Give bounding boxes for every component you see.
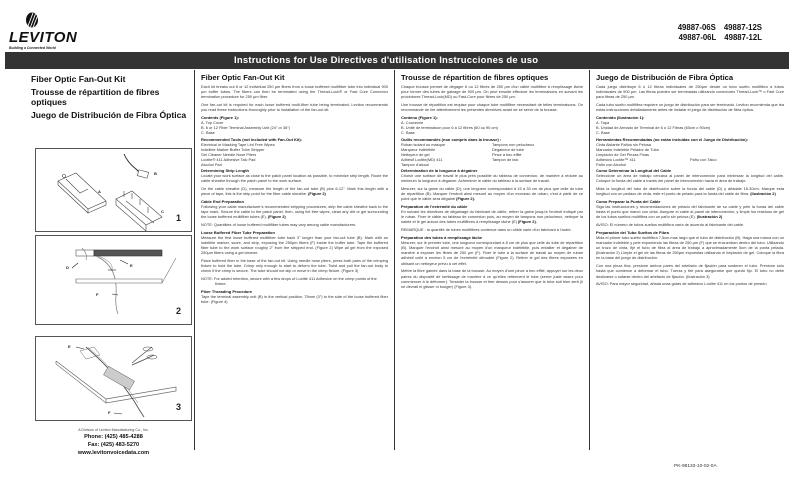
tool-name: Nettoyeur de gel bbox=[401, 152, 430, 158]
note: NOTE: Quantities of loose buffered multifiber tubes may vary among cable manufacturers. bbox=[201, 221, 357, 227]
tool-name: Adhesivo Loctite™ 411 bbox=[596, 157, 636, 163]
section-title: Juego de Distribución de Fibra Óptica bbox=[596, 73, 734, 82]
tool-name: Pince à bec effilé bbox=[492, 152, 522, 158]
subheading: Contents (Figure 1): bbox=[201, 115, 239, 121]
figure-reference: (Ilustración 2) bbox=[696, 214, 723, 220]
list-item: B. Unité de terminaison pour 6 à 12 fibres (60 ou 90 cm) bbox=[401, 125, 498, 131]
paragraph-text: Mida la longitud del tubo de distribución sobre la funda del cable (D) y añádale 15-30cm. Marque esta longitud con un pedazo de cinta, este el punto de pelado para la funda del cable de fibra. bbox=[596, 185, 784, 197]
list-item: C. Base bbox=[596, 130, 610, 136]
tool-name: Marqueur indélébile bbox=[401, 147, 436, 153]
paragraph bbox=[596, 204, 784, 220]
paragraph bbox=[201, 204, 388, 220]
tool-name bbox=[690, 162, 784, 167]
model-number: 49887-12L bbox=[724, 33, 762, 42]
paragraph: Mettre la fibre gainée dans la base de la trousse. Au moyen d'une pince à bec effilé, appuyer sur les deux paires du dispositif de sertissage de manière à ce qu'elles retiennent le tube (serrer juste assez pour commencer à le déformer). Torsader la trousse et tirer dessus pour s'assurer que le tube soit bien serti (il ne devrait ni glisser ni bouger) (Figure 3). bbox=[401, 268, 583, 289]
tool-name: Limpiador de Gel Pinzas Finas bbox=[596, 152, 649, 158]
list-item: C. Base bbox=[401, 130, 415, 136]
note: AVISO: Para mayor seguridad, añada unas gotas de adhesivo Loctite 411 en los puntos de presión. bbox=[596, 281, 768, 287]
note: NOTE: For added retention, secure with a few drops of Loctite 411 Adhesive on the crimp points of the fixture. bbox=[201, 276, 377, 287]
tool-name: Tampon de talc bbox=[492, 157, 519, 163]
figure-reference: (Figure 2). bbox=[456, 196, 475, 202]
website-link[interactable]: www.levitonvoicedata.com bbox=[77, 450, 150, 456]
list-item: Loctite® 411 Adhesive Talc Pad bbox=[201, 157, 256, 163]
contact-footer bbox=[35, 427, 192, 457]
list-item: A. Top Cover bbox=[201, 120, 224, 126]
paragraph-text: En suivant les directives de dégainage du fabricant de câble, retirer la gaine jusqu'à l'endroit indiqué par le ruban. Fixer le câble au tableau de connexion puis, au moyen de tampons non pelucheux, nettoyer la saleté et le gel autour des tubes multifibres à remplissage lâche (E) bbox=[401, 209, 583, 225]
list-item bbox=[401, 162, 583, 167]
figure-label-a: A bbox=[98, 189, 101, 194]
figure-reference: (Figure 2). bbox=[518, 219, 537, 225]
figure-2 bbox=[35, 235, 192, 325]
subheading: Determining Strip Length bbox=[201, 168, 249, 174]
subheading: Como Determinar la Longitud del Cable bbox=[596, 168, 672, 174]
tool-name: Paño con Alcohol bbox=[596, 162, 627, 168]
paragraph: Tape the terminal assembly unit (B) in the vertical position, 75mm (3") to the side of the loose buffered fiber tube. (Figure 4) bbox=[201, 293, 388, 305]
crimping-illustration bbox=[36, 337, 193, 422]
note: AVISO: El número de tubos sueltos multifibra varía de acuerdo al fabricante del cable. bbox=[596, 221, 745, 227]
figure-number: 2 bbox=[175, 306, 181, 316]
paragraph: Choisir une surface de travail le plus près possible du tableau de connexion, de manière à réduire au minimum la longueur à dégainer. Acheminer le câble du tableau à la surface de travail. bbox=[401, 173, 583, 184]
leviton-globe-icon bbox=[25, 12, 39, 28]
tool-name: Adhésif Loctite(MD) 411 bbox=[401, 157, 443, 163]
paragraph-text: On the cable sheathe (D), measure the length of the fan-out tube (B) plus 6-12". Mark this length with a piece of tape, this is the strip point for the fiber cable sheathe. bbox=[201, 185, 388, 197]
model-number: 49887-06S bbox=[677, 23, 716, 32]
paragraph: Mesurer, sur le premier tube, une longueur correspondant à 8 cm de plus que celle du tube de répartition (B). Marquer l'endroit ainsi mesuré au moyen d'un marqueur indélébile, puis entailler et dégainer de manière à exposer les fibres de 250 µm (F). Fixer le tube à la surface de travail au moyen de ruban adhésif collé à environ 5 cm de l'extrémité dénudée (Figure 2). Retirer le gel des fibres exposées en utilisant un nettoyeur prévu à cet effet. bbox=[401, 239, 583, 266]
figure-number: 3 bbox=[175, 402, 181, 412]
list-item: Alcohol Pad bbox=[201, 162, 222, 168]
paragraph-text: Mesurer, sur la gaine du câble (D), une longueur correspondant à 15 à 30 cm de plus que celle du tube de répartition (B). Marquer l'endroit ainsi mesuré au moyen d'un morceau de ruban; c'est à partir de ce point que le câble sera dégainé bbox=[401, 185, 583, 202]
list-item: Gel Cleaner Needle Nose Pliers bbox=[201, 152, 257, 158]
subheading: Contenido (Ilustración 1): bbox=[596, 115, 645, 121]
tool-name: Dégaineur de tube bbox=[492, 147, 525, 153]
brand-tagline: Building a Connected World bbox=[9, 46, 56, 50]
list-item: C. Base bbox=[201, 130, 215, 136]
figure-number: 1 bbox=[175, 213, 181, 223]
figure-3 bbox=[35, 336, 192, 421]
model-number: 49887-06L bbox=[678, 33, 717, 42]
instructions-title-bar: Instructions for Use Directives d'utilisation Instrucciones de uso bbox=[5, 52, 789, 69]
subheading: Recommended Tools (not included with Fan-Out Kit): bbox=[201, 137, 303, 143]
spanish-column bbox=[590, 70, 790, 450]
paragraph: Seleccione un área de trabajo cercana al panel de interconexión para minimizar la longitud del cable. Coloque la funda del cable a través del panel de interconexión hacia el área de trabajo. bbox=[596, 173, 784, 184]
subheading: Herramientas Recomendadas (no están incluidas con el Juego de Distribución): bbox=[596, 137, 749, 143]
paragraph: Une trousse de répartition est requise pour chaque tube multifibre nécessitant de telles terminaisons. On recommande de lire attentivement les présentes directives avant de se servir de la trousse. bbox=[401, 102, 583, 113]
list-item: A. Couvercle bbox=[401, 120, 424, 126]
paragraph: Locate your work surface as close to the patch panel location as possible, to minimize strip length. Route the cable sheathe through the patch panel to the work surface. bbox=[201, 173, 388, 184]
subheading: Détermination de la longueur à dégainer bbox=[401, 168, 478, 174]
subheading: Contenu (Figure 1): bbox=[401, 115, 438, 121]
tool-name: Cinta Aislante Paños sin Pelusa bbox=[596, 142, 651, 148]
paragraph: Each kit breaks out 6 or 12 individual 250 µm fibers from a loose buffered multifiber tube into individual 900 µm buffer tubes. The fibers can then be terminated using the Thread-Lock® or Fast Cure Connector termination procedure for 250 µm fiber. bbox=[201, 84, 388, 100]
title-spanish: Juego de Distribución de Fibra Óptica bbox=[31, 110, 187, 120]
paragraph: Cada juego distribuye 6 ó 12 fibras individuales de 250µm desde un tubo suelto multifibra a tubos individuales de 900 µm. Las fibras pueden ser terminadas utilizando conectores Thread-Lock™ o Fast Cure para fibras de 250 µm. bbox=[596, 84, 784, 100]
figure-reference: (Figure 2) bbox=[308, 191, 326, 197]
paragraph: Place buffered fiber in the base of the fan-out kit. Using needle nose pliers, press both pairs of the crimping fixture to hold the tube. Crimp only enough to start to deform the tube. Twist and pull the fan-out body to check if the crimp is secure. The tube should not slip or move in the crimp fixture. (Figure 3) bbox=[201, 257, 388, 274]
paragraph bbox=[596, 186, 784, 196]
subheading: Fiber Threading Procedure bbox=[201, 288, 253, 294]
tool-name bbox=[492, 162, 583, 167]
figure-reference: (Ilustración 2) bbox=[750, 191, 776, 197]
section-title: Trousse de répartition de fibres optiques bbox=[401, 73, 549, 82]
figure-label-e: E bbox=[130, 263, 133, 268]
paragraph: One fan-out kit is required for each loose buffered multi-fiber tube being terminated. Leviton recommends you read these instructions thoroughly prior to installation of the fan-out kit. bbox=[201, 102, 388, 113]
figure-label-d: D bbox=[66, 265, 69, 270]
note: REMARQUE : la quantité de tubes multifibres contenue dans un câble varie d'un fabricant à l'autre. bbox=[401, 227, 572, 233]
subheading: Loose Buffered Fiber Tube Preparation bbox=[201, 229, 275, 235]
phone-number: Phone: (425) 485-4288 bbox=[84, 434, 143, 440]
subheading: Préparation des tubes à remplissage lâche bbox=[401, 234, 483, 240]
paragraph-text: Following your cable manufacturer's recommended stripping procedures, strip the cable sheathe back to the tape mark. Secure the cable to the patch panel, then, using lint free wipes, clean any dirt or gel surrounding the loose buffered multifiber tubes (E). bbox=[201, 203, 388, 220]
tool-name: Marcador Indeleble Pelador de Tubo bbox=[596, 147, 659, 153]
figure-label-b: B bbox=[154, 171, 157, 176]
paragraph: Mida el primer tubo suelto multifibra 7,5cm mas largo que el tubo de distribución (B). Haga una marca con un marcador indeleble y pele exponiendo las fibras de 250 µm (F) que se encuentran dentro del tubo. Utilizando un trozo de cinta, fije el tubo de fibra al área de trabajo a aproximadamente 5cm de la punta pelada. (Ilustración 2) Limpie el gel de las fibras de 250µm expuestas utilizando el limpiador de gel. Coloque la fibra en la base del juego de distribución. bbox=[596, 234, 784, 261]
model-number: 49887-12S bbox=[723, 23, 762, 32]
title-english: Fiber Optic Fan-Out Kit bbox=[31, 74, 126, 84]
paragraph-text: Siga las instrucciones y recomendaciones de pelado del fabricante de su cable y pele la funda del cable hasta el punto que marcó con cinta. Asegure el cable al panel de interconexión, y limpie los residuos de gel de los tubos sueltos multifibra con un paño sin pelusa (E). bbox=[596, 203, 784, 220]
figure-label-c: C bbox=[161, 209, 164, 214]
figure-1 bbox=[35, 148, 192, 232]
paragraph: Chaque trousse permet de dégager 6 ou 12 fibres de 250 µm d'un câble multifibre à remplissage lâche pour former des tubes de gainage de 900 µm. On peut ensuite effectuer les terminaisons en suivant les procédures Thread-Lock(MD) ou Fast-Cure pour fibres de 250 µm. bbox=[401, 84, 583, 100]
paragraph: Con una pinza fina, presione ambos pares del artefacto de fijación para sostener el tubo. Presione sólo hasta que comience a deformar el tubo. Tuerza y tire para asegurarse que quedó fijo. El tubo no debe deslizarse o sofarse dentro del artefacto de fijación. (Ilustración 3) bbox=[596, 263, 784, 279]
paragraph bbox=[401, 186, 583, 202]
figure-label-f: F bbox=[96, 292, 99, 297]
fan-out-kit-parts-illustration bbox=[36, 149, 193, 233]
list-item: B. 6 or 12 Fiber Terminal Assembly Unit (24" or 36") bbox=[201, 125, 290, 131]
tool-name: Paño con Talco bbox=[690, 157, 717, 163]
tool-name: Ruban isolant ou masque bbox=[401, 142, 446, 148]
brand-name: LEVITON bbox=[9, 29, 78, 46]
leviton-logo bbox=[6, 12, 86, 50]
model-numbers bbox=[670, 23, 762, 43]
section-title: Fiber Optic Fan-Out Kit bbox=[201, 73, 285, 82]
list-item bbox=[596, 162, 784, 167]
figure-label-e: E bbox=[68, 344, 71, 349]
paragraph bbox=[401, 209, 583, 225]
tool-name: Tampon d'alcool bbox=[401, 162, 429, 168]
list-item: A. Tapa bbox=[596, 120, 610, 126]
paragraph bbox=[201, 186, 388, 196]
subheading: Outils recommandés (non compris dans la trousse) : bbox=[401, 137, 502, 143]
figure-reference: (Figure 2) bbox=[267, 214, 286, 220]
french-column bbox=[395, 70, 590, 450]
paragraph: Measure the first loose buffered multifiber tube back 3" longer than your fan-out tube (B). Mark with an indelible marker, score, and strip, exposing the 250µm fibers (F) inside the buffer tube. Tape the buffered fiber tube to the work surface roughly 2" from the stripped end. (Figure 2) Wipe all gel from the exposed 250µm fibers using a gel cleaner. bbox=[201, 234, 388, 256]
tool-name: Tampons non pelucheux bbox=[492, 142, 535, 148]
subheading: Como Preparar la Punta del Cable bbox=[596, 198, 661, 204]
list-item: Indelible Marker Buffer Tube Stripper bbox=[201, 147, 265, 153]
title-french: Trousse de répartition de fibres optiques bbox=[31, 87, 160, 107]
subheading: Preparación del Tubo Sueltos de Fibra bbox=[596, 229, 669, 235]
paragraph: Cada tubo suelto multifibra requiere un juego de distribución para ser terminado. Leviton recomienda que lea estas instrucciones detalladamente antes de instalar el juego de distribución de fibra óptica. bbox=[596, 102, 784, 113]
left-column bbox=[5, 70, 195, 456]
division-text: A Division of Leviton Manufacturing Co., Inc. bbox=[78, 428, 149, 432]
english-column bbox=[195, 70, 395, 450]
subheading: Préparation de l'extrémité du câble bbox=[401, 204, 468, 210]
fax-number: Fax: (425) 483-5270 bbox=[87, 442, 140, 448]
figure-label-f: F bbox=[108, 410, 111, 415]
part-number: PK-98133-10-02-0A bbox=[674, 464, 717, 469]
list-item: B. Unidad de Armado de Terminal de 6 ó 12 Fibras (60cm o 90cm) bbox=[596, 125, 711, 131]
cable-strip-illustration bbox=[36, 236, 193, 326]
list-item: Electrical or Masking Tape Lint Free Wipes bbox=[201, 142, 275, 148]
subheading: Cable End Preparation bbox=[201, 198, 244, 204]
